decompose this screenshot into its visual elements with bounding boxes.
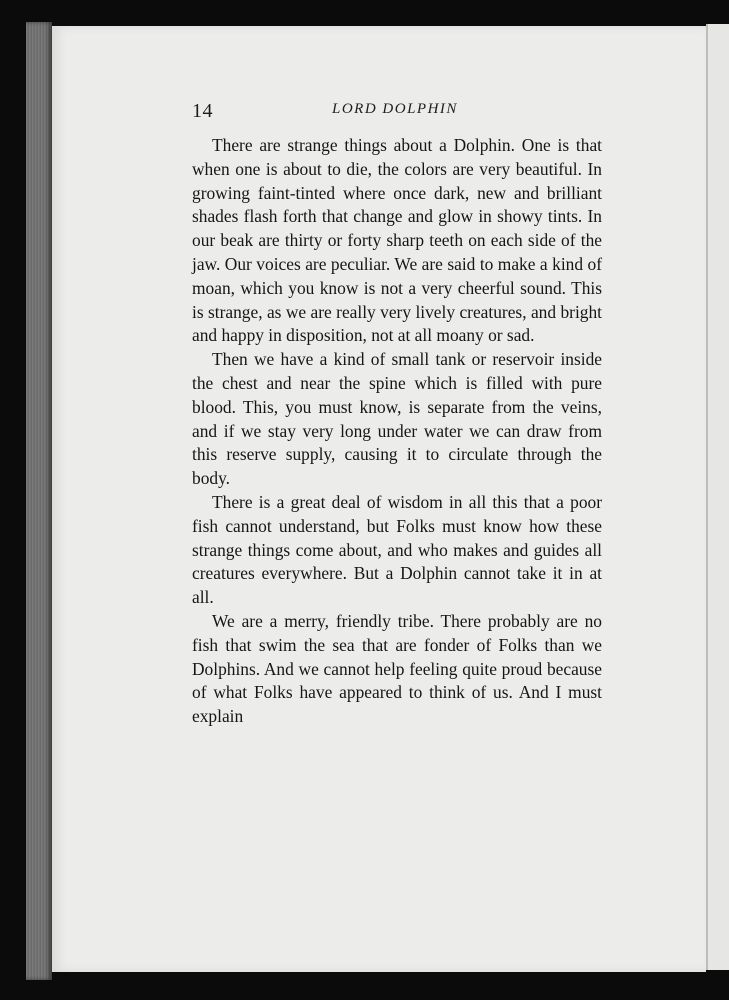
page-header [192, 100, 602, 126]
book-binding [26, 22, 52, 980]
running-head: LORD DOLPHIN [332, 101, 458, 117]
page-number: 14 [192, 100, 213, 122]
paragraph: We are a merry, friendly tribe. There probably are no fish that swim the sea that are fonder of Folks than we Dolphins. And we cannot help feeling quite proud because of what Folks have appeared to think of us. And I must explain [192, 610, 602, 727]
paragraph: Then we have a kind of small tank or reservoir inside the chest and near the spine which is filled with pure blood. This, you must know, is separate from the veins, and if we stay very long under water we can draw from this reserve supply, causing it to circulate through the body. [192, 349, 602, 489]
paragraph: There is a great deal of wisdom in all this that a poor fish cannot understand, but Folks must know how these strange things come about, and who makes and guides all creatures everywhere. But a Dolphin cannot take it in at all. [192, 491, 602, 608]
book-page [52, 26, 706, 972]
body-text [192, 134, 602, 729]
paragraph: There are strange things about a Dolphin. One is that when one is about to die, the colors are very beautiful. In growing faint-tinted where once dark, new and brilliant shades flash forth that change and glow in showy tints. In our beak are thirty or forty sharp teeth on each side of the jaw. Our voices are peculiar. We are said to make a kind of moan, which you know is not a very cheerful sound. This is strange, as we are really very lively creatures, and bright and happy in disposition, not at all moany or sad. [192, 135, 602, 346]
next-page-edge [706, 24, 729, 970]
